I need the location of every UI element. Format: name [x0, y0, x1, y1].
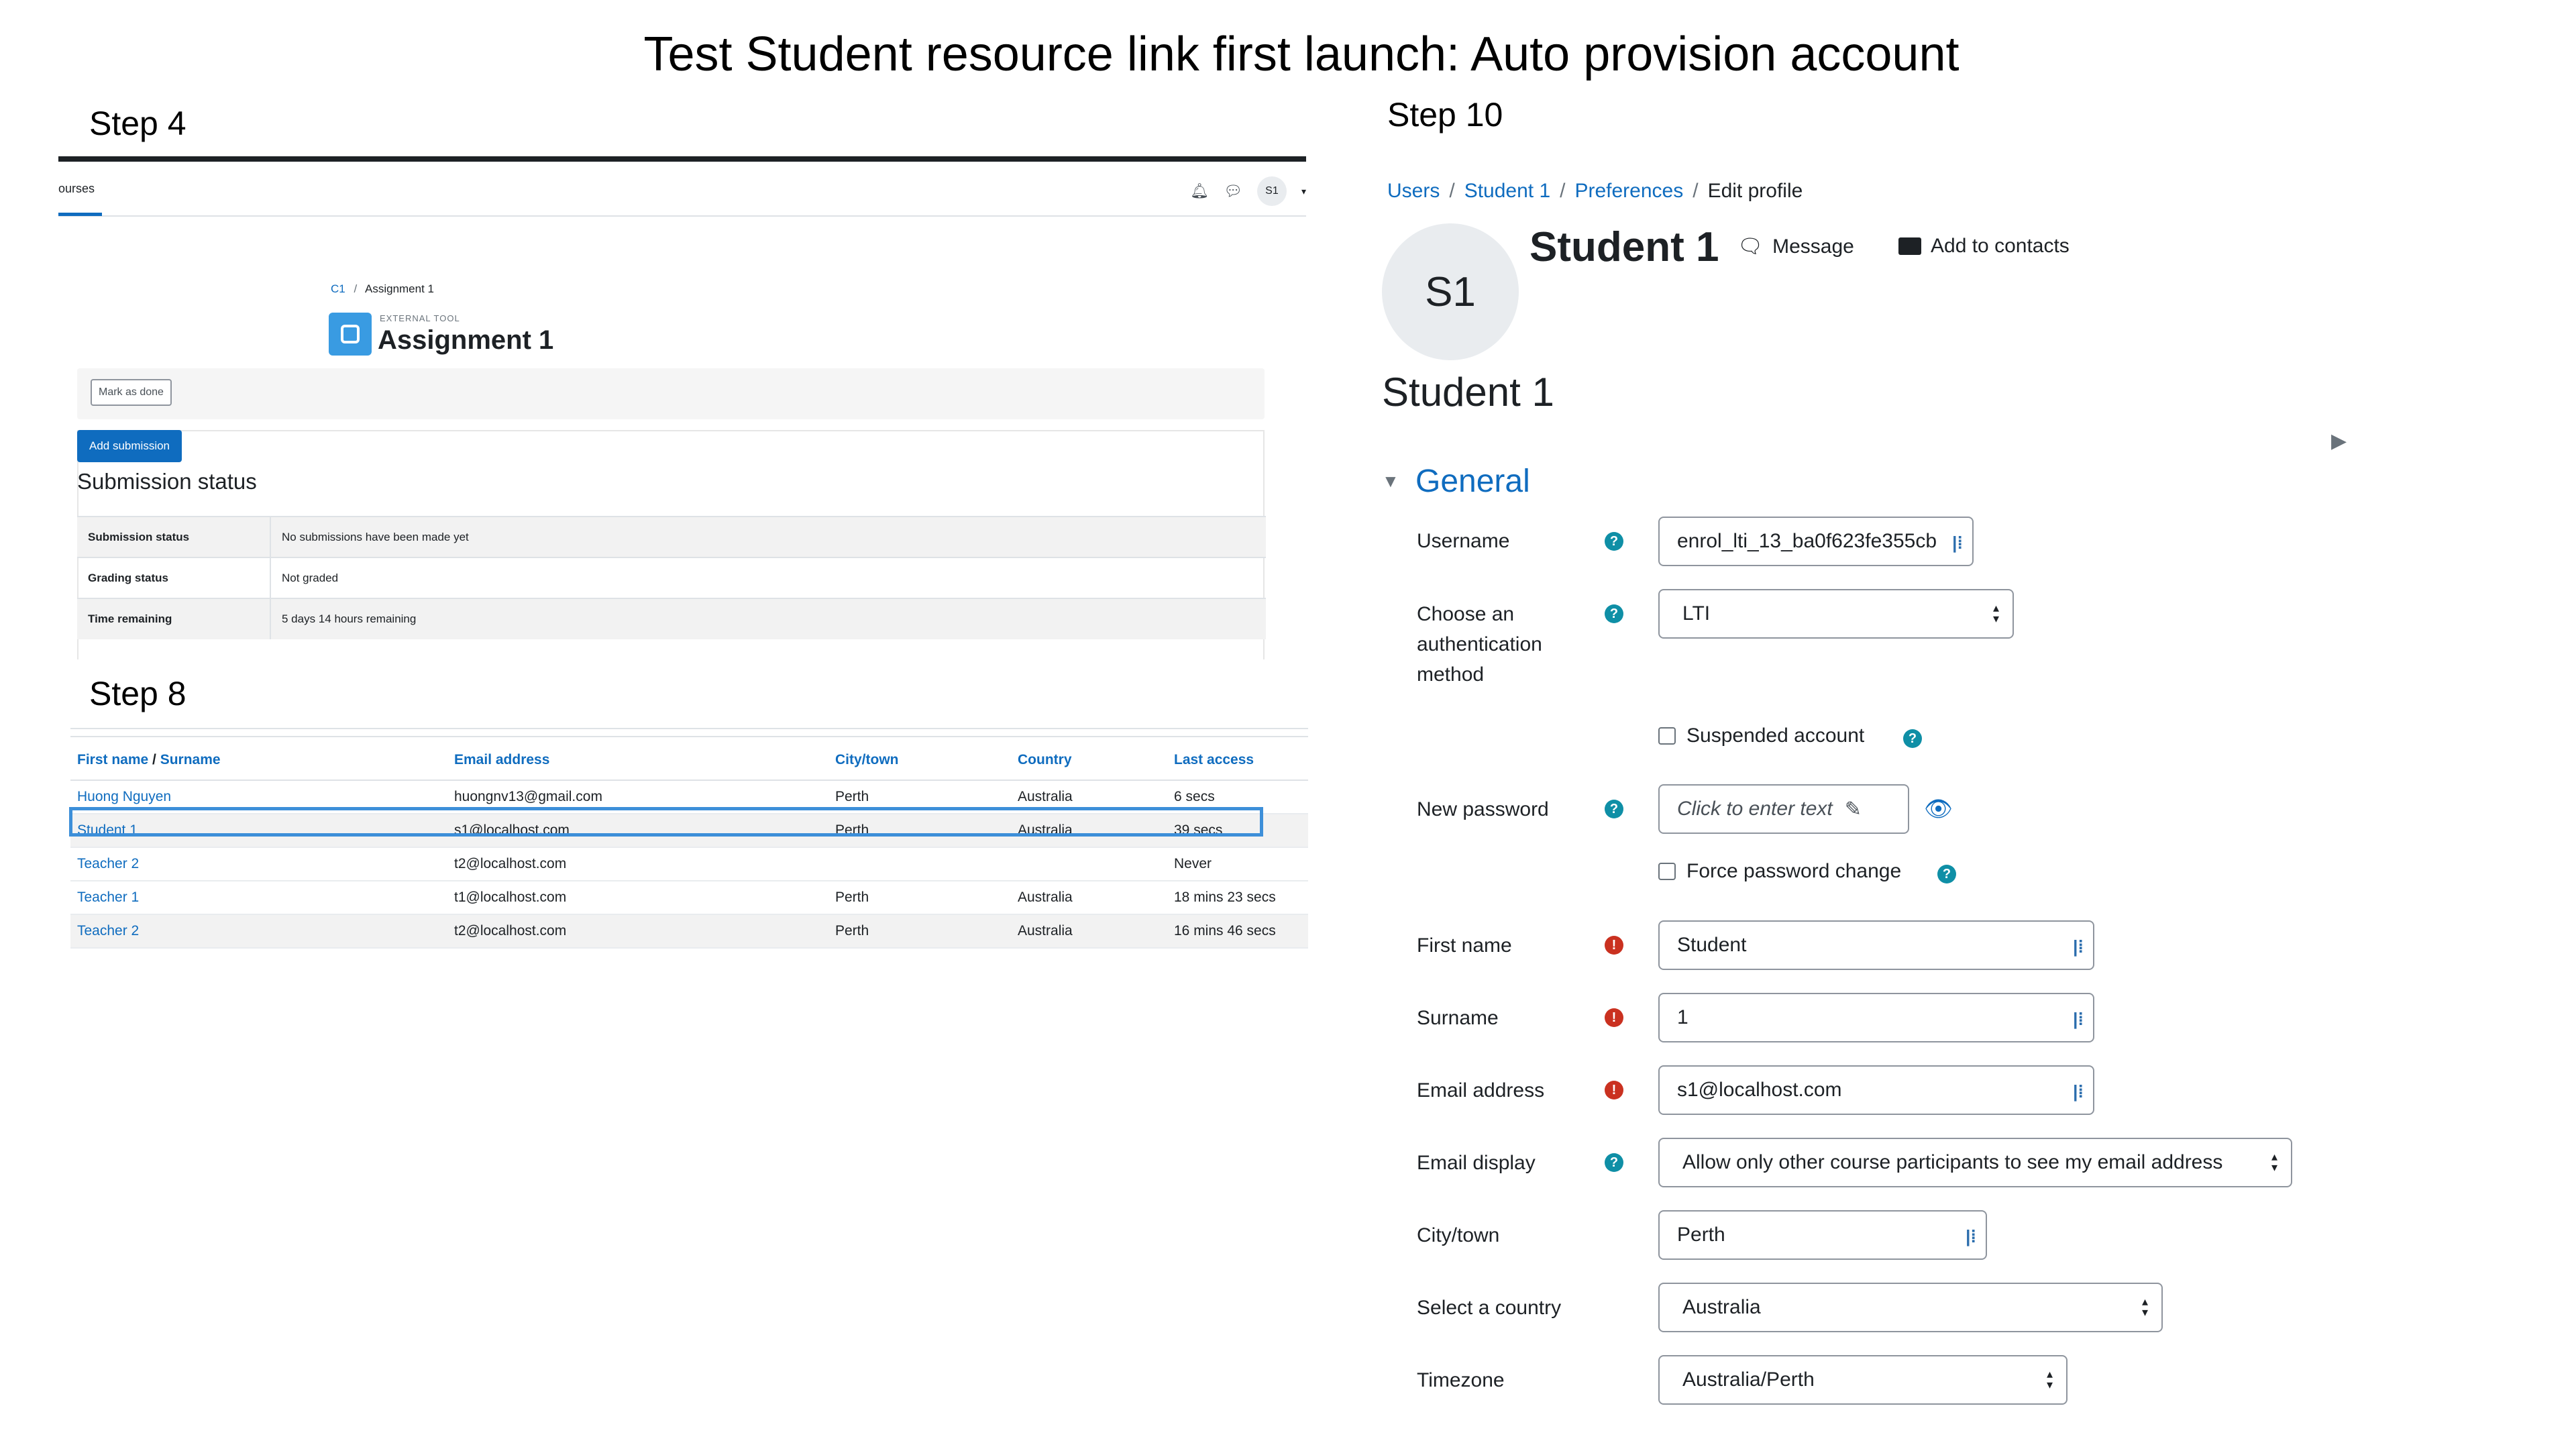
keeper-icon[interactable]: |⁞ [2073, 1081, 2084, 1102]
chat-icon[interactable]: 💬︎ [1224, 182, 1242, 199]
auth-method-select[interactable] [1658, 589, 2014, 639]
auth-method-value: LTI [1682, 602, 1711, 625]
email-display-label: Email display [1417, 1152, 1536, 1174]
sort-surname-link[interactable]: Surname [160, 751, 221, 767]
participant-email: huongnv13@gmail.com [447, 780, 828, 814]
sort-arrows-icon: ▴ ▾ [2046, 1367, 2053, 1391]
breadcrumb: C1 / Assignment 1 [331, 282, 434, 295]
email-input[interactable] [1658, 1065, 2094, 1115]
row-value: No submissions have been made yet [270, 517, 1266, 557]
speech-bubble-icon: 🗨︎ [1737, 235, 1764, 258]
row-label: Time remaining [77, 598, 270, 639]
row-label: Submission status [77, 517, 270, 557]
country-value: Australia [1682, 1296, 1761, 1318]
timezone-label: Timezone [1417, 1369, 1505, 1391]
suspended-account-label: Suspended account [1686, 724, 1865, 747]
slide-title: Test Student resource link first launch: Auto provision account [643, 28, 1960, 81]
email-value: s1@localhost.com [1677, 1079, 1842, 1101]
breadcrumb-assignment: Assignment 1 [365, 282, 434, 295]
chevron-down-icon[interactable]: ▼ [1382, 471, 1399, 491]
participant-last-access: 18 mins 23 secs [1167, 881, 1308, 914]
keeper-icon[interactable]: |⁞ [1952, 533, 1963, 553]
help-icon[interactable]: ? [1605, 532, 1623, 551]
column-header-country[interactable]: Country [1011, 740, 1167, 780]
email-display-select[interactable] [1658, 1138, 2292, 1187]
page-heading: Student 1 [1382, 370, 1554, 415]
checkbox-box[interactable] [1658, 863, 1676, 880]
section-general-heading[interactable]: General [1415, 464, 1530, 499]
table-row [70, 914, 1308, 948]
participant-name-link[interactable]: Huong Nguyen [77, 789, 172, 804]
city-value: Perth [1677, 1224, 1725, 1246]
participant-city [828, 847, 1011, 881]
new-password-placeholder: Click to enter text [1677, 798, 1833, 820]
participant-name-link[interactable]: Teacher 2 [77, 923, 140, 938]
help-icon[interactable]: ? [1605, 800, 1623, 818]
participant-country: Australia [1011, 780, 1167, 814]
participant-city: Perth [828, 814, 1011, 847]
required-icon: ! [1605, 1008, 1623, 1027]
header-separator: / [148, 751, 160, 767]
force-password-change-checkbox[interactable] [1658, 860, 1901, 883]
bell-icon[interactable]: 🔔︎ [1190, 182, 1210, 199]
step-10-label: Step 10 [1387, 96, 1503, 133]
breadcrumb-preferences[interactable]: Preferences [1574, 180, 1684, 202]
chevron-down-icon[interactable]: ▾ [1301, 185, 1306, 197]
username-value: enrol_lti_13_ba0f623fe355cb [1677, 530, 1937, 552]
message-button[interactable] [1737, 235, 1854, 258]
column-header-last-access[interactable]: Last access [1167, 740, 1308, 780]
message-label: Message [1772, 235, 1854, 258]
table-row [77, 598, 1266, 639]
pencil-icon: ✎ [1844, 798, 1862, 820]
participant-email: t2@localhost.com [447, 914, 828, 948]
first-name-label: First name [1417, 934, 1512, 957]
participant-name-link[interactable]: Teacher 1 [77, 890, 140, 905]
table-row [70, 881, 1308, 914]
table-row [77, 517, 1266, 557]
checkbox-box[interactable] [1658, 727, 1676, 745]
step-4-label: Step 4 [89, 105, 186, 142]
user-avatar[interactable]: S1 [1257, 176, 1287, 206]
participant-email: t2@localhost.com [447, 847, 828, 881]
participant-city: Perth [828, 914, 1011, 948]
first-name-input[interactable] [1658, 920, 2094, 970]
participant-email: t1@localhost.com [447, 881, 828, 914]
column-header-name [70, 740, 447, 780]
reveal-password-icon[interactable]: 👁︎ [1924, 796, 1953, 822]
participant-city: Perth [828, 881, 1011, 914]
surname-label: Surname [1417, 1007, 1499, 1029]
add-to-contacts-button[interactable] [1898, 235, 2070, 258]
step-8-label: Step 8 [89, 675, 186, 712]
divider [70, 736, 1308, 737]
email-label: Email address [1417, 1079, 1545, 1102]
required-icon: ! [1605, 936, 1623, 955]
page-title: Assignment 1 [378, 325, 554, 355]
help-icon[interactable]: ? [1605, 1153, 1623, 1172]
column-header-city[interactable]: City/town [828, 740, 1011, 780]
first-name-value: Student [1677, 934, 1747, 956]
timezone-select[interactable] [1658, 1355, 2068, 1405]
participant-last-access: 39 secs [1167, 814, 1308, 847]
participant-city: Perth [828, 780, 1011, 814]
sort-arrows-icon: ▴ ▾ [2271, 1150, 2277, 1174]
participant-last-access: Never [1167, 847, 1308, 881]
participant-name-link[interactable]: Student 1 [77, 822, 138, 838]
top-border [58, 156, 1306, 162]
surname-input[interactable] [1658, 993, 2094, 1042]
primary-navigation [58, 162, 1306, 217]
table-header-row [70, 740, 1308, 780]
participant-email: s1@localhost.com [447, 814, 828, 847]
help-icon[interactable]: ? [1937, 865, 1956, 883]
country-select[interactable] [1658, 1283, 2163, 1332]
participant-name-link[interactable]: Teacher 2 [77, 856, 140, 871]
chevron-right-icon[interactable]: ▶ [2331, 430, 2347, 452]
country-label: Select a country [1417, 1297, 1562, 1319]
external-tool-icon [329, 313, 372, 356]
required-icon: ! [1605, 1081, 1623, 1099]
participant-country: Australia [1011, 914, 1167, 948]
add-to-contacts-label: Add to contacts [1931, 235, 2070, 257]
mark-as-done-button[interactable]: Mark as done [91, 379, 172, 406]
table-row [77, 557, 1266, 598]
force-password-change-label: Force password change [1686, 860, 1902, 882]
breadcrumb-course[interactable]: C1 [331, 282, 345, 295]
submission-status-box [77, 430, 1265, 659]
keeper-icon[interactable]: |⁞ [2073, 936, 2084, 957]
participant-last-access: 16 mins 46 secs [1167, 914, 1308, 948]
sort-first-name-link[interactable]: First name [77, 751, 149, 767]
add-submission-button[interactable]: Add submission [77, 430, 182, 462]
activity-type-label: EXTERNAL TOOL [380, 313, 460, 323]
city-label: City/town [1417, 1224, 1500, 1246]
participants-table [70, 740, 1308, 949]
row-value: Not graded [270, 557, 1266, 598]
row-value: 5 days 14 hours remaining [270, 598, 1266, 639]
participant-country: Australia [1011, 881, 1167, 914]
new-password-label: New password [1417, 798, 1549, 820]
suspended-account-checkbox[interactable] [1658, 724, 1864, 747]
breadcrumb-edit-profile: Edit profile [1707, 180, 1803, 202]
email-display-value: Allow only other course participants to see my email address [1682, 1151, 2223, 1173]
address-card-icon [1898, 237, 1921, 255]
divider [70, 728, 1308, 729]
breadcrumb-student[interactable]: Student 1 [1464, 180, 1551, 202]
auth-method-label: Choose an authentication method [1417, 603, 1542, 686]
nav-active-indicator [58, 213, 102, 216]
participant-last-access: 6 secs [1167, 780, 1308, 814]
participant-country [1011, 847, 1167, 881]
table-row [70, 814, 1308, 847]
keeper-icon[interactable]: |⁞ [2073, 1009, 2084, 1029]
avatar: S1 [1382, 223, 1519, 360]
city-input[interactable] [1658, 1210, 1987, 1260]
submission-status-table [77, 516, 1266, 639]
keeper-icon[interactable]: |⁞ [1966, 1226, 1976, 1246]
table-row [70, 847, 1308, 881]
username-input[interactable] [1658, 517, 1974, 566]
breadcrumb: Users / Student 1 / Preferences / Edit profile [1387, 180, 1803, 202]
timezone-value: Australia/Perth [1682, 1368, 1815, 1391]
activity-header [77, 368, 1265, 419]
submission-status-heading: Submission status [77, 469, 257, 494]
surname-value: 1 [1677, 1006, 1688, 1028]
username-label: Username [1417, 530, 1510, 552]
sort-arrows-icon: ▴ ▾ [2141, 1295, 2148, 1319]
column-header-email[interactable]: Email address [447, 740, 828, 780]
sort-arrows-icon: ▴ ▾ [1992, 601, 1999, 625]
user-menu-area [1190, 176, 1306, 206]
help-icon[interactable]: ? [1903, 729, 1922, 748]
new-password-input[interactable] [1658, 784, 1909, 834]
step-4-screenshot [58, 156, 1306, 659]
nav-tab-courses[interactable]: ourses [58, 182, 95, 195]
row-label: Grading status [77, 557, 270, 598]
participant-country: Australia [1011, 814, 1167, 847]
help-icon[interactable]: ? [1605, 604, 1623, 623]
table-row [70, 780, 1308, 814]
profile-name: Student 1 [1529, 224, 1719, 270]
breadcrumb-users[interactable]: Users [1387, 180, 1440, 202]
